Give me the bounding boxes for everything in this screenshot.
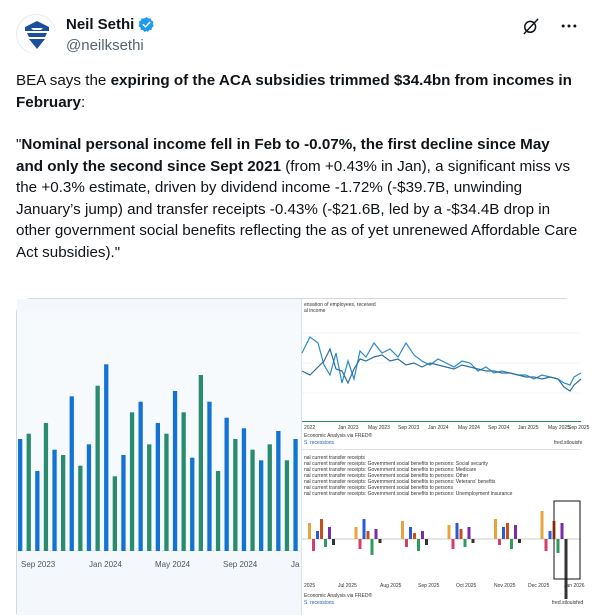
- chart-bar: [421, 531, 424, 539]
- chart-bar: [498, 539, 501, 545]
- chart-bar: [190, 458, 194, 551]
- chart-bar: [371, 539, 374, 555]
- chart-bar: [557, 539, 560, 553]
- verified-badge-icon: [138, 16, 155, 33]
- chart-bar: [308, 523, 311, 539]
- chart-bar: [70, 396, 74, 551]
- x-tick-label: Jan 2023: [338, 425, 359, 431]
- chart-bar: [18, 439, 22, 551]
- chart-bar: [130, 412, 134, 551]
- x-tick-label: Aug 2025: [380, 583, 402, 589]
- legend-label: nal current transfer receipts: [304, 455, 365, 461]
- line-series-2: [302, 349, 581, 391]
- chart-bar: [147, 444, 151, 551]
- chart-bar: [379, 539, 382, 543]
- x-tick-label: Sep 2025: [418, 583, 440, 589]
- chart-bar: [61, 455, 65, 551]
- chart-bar: [35, 471, 39, 551]
- x-tick-label: Jan 2025: [518, 425, 539, 431]
- divider: [302, 449, 581, 450]
- x-tick-label: Sep 2025: [568, 425, 590, 431]
- text-bold-segment: Nominal personal income fell in Feb to -0.07%, the first decline since May and only the second since Sept 2021: [16, 136, 550, 175]
- chart-bar: [164, 434, 168, 551]
- x-tick-label: Sep 2024: [223, 560, 258, 569]
- chart-bar: [456, 523, 459, 539]
- source-label: Economic Analysis via FRED®: [304, 593, 373, 599]
- chart-bar: [96, 386, 100, 551]
- media-image-left-chart[interactable]: [17, 299, 301, 615]
- tweet-media[interactable]: [16, 298, 590, 614]
- chart-bar: [233, 439, 237, 551]
- chart-bar: [452, 539, 455, 549]
- chart-bar: [173, 391, 177, 551]
- chart-bar: [514, 525, 517, 539]
- legend-label: nal current transfer receipts: Government social benefits to persons: [304, 485, 453, 491]
- chart-bar: [139, 402, 143, 551]
- legend-label: nal current transfer receipts: Government social benefits to persons: Unemployment insurance: [304, 491, 513, 497]
- chart-bar: [207, 402, 211, 551]
- media-image-right-charts[interactable]: [301, 299, 590, 615]
- x-tick-label: Ja: [291, 560, 300, 569]
- chart-bar: [409, 527, 412, 539]
- text-segment: ": [16, 136, 22, 153]
- tweet-text: [16, 70, 579, 263]
- tweet-paragraph-2: [16, 134, 579, 263]
- chart-bar: [405, 539, 408, 547]
- chart-bar: [494, 519, 497, 539]
- legend-label: nal current transfer receipts: Government social benefits to persons: Other: [304, 473, 469, 479]
- x-tick-label: Sep 2023: [398, 425, 420, 431]
- chart-bar: [417, 539, 420, 551]
- author-name[interactable]: Neil Sethi: [66, 15, 135, 33]
- x-tick-label: Sep 2023: [21, 560, 56, 569]
- x-tick-label: Sep 2024: [488, 425, 510, 431]
- recession-label: S. recessions: [304, 440, 335, 446]
- chart-bar: [156, 423, 160, 551]
- chart-bar: [355, 527, 358, 539]
- avatar-logo-icon: [17, 15, 57, 55]
- chart-bar: [259, 460, 263, 551]
- x-tick-label: Jul 2025: [338, 583, 357, 589]
- more-icon[interactable]: [559, 16, 579, 36]
- chart-bar: [320, 519, 323, 539]
- chart-bar: [312, 539, 315, 551]
- chart-bar: [78, 466, 82, 551]
- x-tick-label: Jan 2024: [428, 425, 449, 431]
- chart-bar: [332, 539, 335, 545]
- x-tick-label: Oct 2025: [456, 583, 477, 589]
- text-bold-segment: expiring of the ACA subsidies trimmed $34.4bn from incomes in February: [16, 72, 572, 111]
- axis-line: [302, 421, 581, 422]
- x-tick-label: May 2024: [458, 425, 480, 431]
- chart-bar: [565, 539, 568, 599]
- tweet-header: [16, 14, 579, 58]
- chart-bar: [375, 529, 378, 539]
- tweet-paragraph-1: [16, 70, 579, 113]
- bar-chart-svg: [17, 299, 301, 559]
- chart-bar: [464, 539, 467, 547]
- fred-url: fred.stlouisfed: [552, 600, 584, 606]
- chart-bar: [113, 476, 117, 551]
- recession-label: S. recessions: [304, 600, 335, 606]
- chart-bar: [460, 529, 463, 539]
- x-tick-label: Jan 2024: [89, 560, 122, 569]
- chart-bar: [52, 450, 56, 551]
- chart-bar: [367, 531, 370, 539]
- chart-bar: [510, 539, 513, 549]
- x-tick-label: Dec 2025: [528, 583, 550, 589]
- avatar[interactable]: [16, 14, 56, 54]
- chart-bar: [268, 444, 272, 551]
- author-handle[interactable]: @neilksethi: [66, 37, 144, 54]
- chart-bar: [561, 523, 564, 539]
- x-tick-label: May 2025: [548, 425, 570, 431]
- chart-bar: [359, 539, 362, 549]
- chart-bar: [276, 431, 280, 551]
- x-tick-label: 2022: [304, 425, 316, 431]
- chart-bar: [293, 439, 297, 551]
- chart-bar: [518, 539, 521, 543]
- text-segment: BEA says the: [16, 72, 111, 89]
- chart-bar: [401, 521, 404, 539]
- chart-bar: [250, 450, 254, 551]
- chart-bar: [328, 527, 331, 539]
- x-tick-label: May 2024: [155, 560, 191, 569]
- legend-label: nal current transfer receipts: Government social benefits to persons: Medicare: [304, 467, 477, 473]
- chart-bar: [413, 533, 416, 539]
- chart-bar: [472, 539, 475, 543]
- chart-bar: [225, 418, 229, 551]
- chart-bar: [87, 444, 91, 551]
- chart-bar: [541, 511, 544, 539]
- legend-label: ensation of employees, received: [304, 302, 376, 308]
- legend-label: nal current transfer receipts: Government social benefits to persons: Veterans' benefits: [304, 479, 496, 485]
- chart-bar: [363, 519, 366, 539]
- chart-bar: [199, 375, 203, 551]
- source-label: Economic Analysis via FRED®: [304, 433, 373, 439]
- chart-bar: [285, 460, 289, 551]
- chart-bar: [549, 531, 552, 539]
- x-tick-label: Jan 2026: [564, 583, 585, 589]
- chart-bar: [468, 527, 471, 539]
- chart-bar: [545, 539, 548, 551]
- chart-bar: [182, 412, 186, 551]
- chart-bar: [448, 525, 451, 539]
- legend-label: al income: [304, 308, 326, 314]
- chart-bar: [506, 523, 509, 539]
- grok-icon[interactable]: [521, 16, 541, 36]
- line-chart-svg: [302, 313, 581, 433]
- chart-bar: [316, 531, 319, 539]
- chart-bar: [121, 455, 125, 551]
- grouped-bar-chart-svg: [302, 499, 581, 579]
- chart-bar: [44, 423, 48, 551]
- chart-bar: [425, 539, 428, 545]
- x-tick-label: May 2023: [368, 425, 390, 431]
- chart-bar: [502, 527, 505, 539]
- text-segment: :: [81, 93, 86, 111]
- chart-bar: [324, 539, 327, 547]
- x-tick-label: Nov 2025: [494, 583, 516, 589]
- chart-bar: [104, 364, 108, 551]
- text-segment: (from +0.43% in Jan), a significant miss vs the +0.3% estimate, driven by dividend income -1.72% (-$39.7B, unwinding January’s jump) and transfer receipts -0.43% (-$21.6B, led by a -$34.4B drop in other government social benefits reflecting the as of yet unrenewed Affordable Care Act subsidies).": [16, 157, 578, 261]
- legend-label: nal current transfer receipts: Government social benefits to persons: Social security: [304, 461, 488, 467]
- chart-bar: [27, 434, 31, 551]
- chart-bar: [216, 471, 220, 551]
- chart-bar: [242, 428, 246, 551]
- fred-url: fred.stlouisfe: [554, 440, 583, 446]
- x-tick-label: 2025: [304, 583, 316, 589]
